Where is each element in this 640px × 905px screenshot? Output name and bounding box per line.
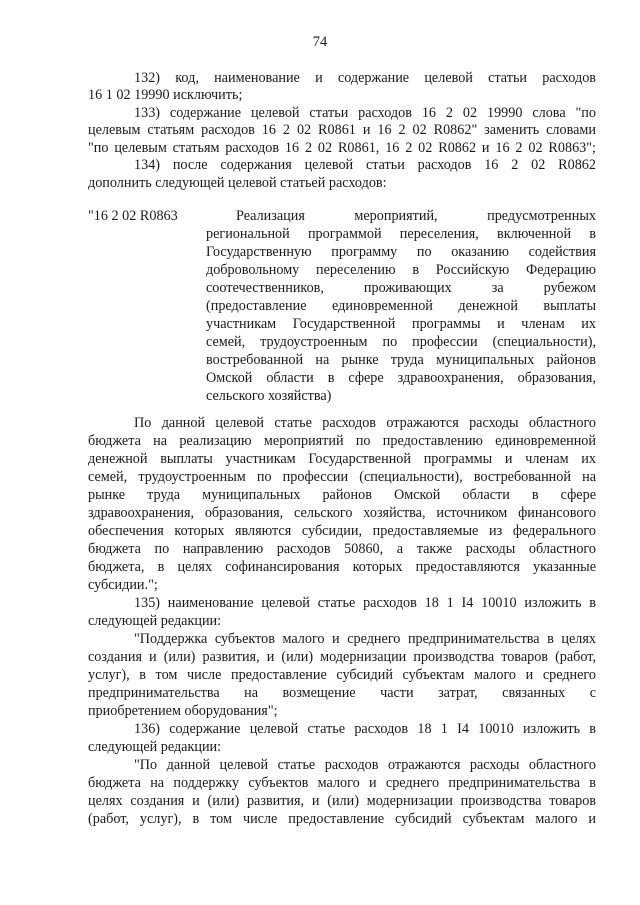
text-line: (работ, услуг), в том числе предоставление субсидий субъектам малого и bbox=[88, 811, 596, 827]
text-line: 135) наименование целевой статье расходов 18 1 I4 10010 изложить в bbox=[134, 595, 596, 611]
text-line: субсидии."; bbox=[88, 577, 158, 593]
description-line: Реализация мероприятий, предусмотренных bbox=[236, 208, 596, 224]
text-line: услуг), в том числе предоставление субсидий субъектам малого и среднего bbox=[88, 667, 596, 683]
description-line: востребованной на рынке труда муниципальных районов bbox=[206, 352, 596, 368]
description-line: участникам Государственной программы и членам их bbox=[206, 316, 596, 332]
text-line: 136) содержание целевой статье расходов 18 1 I4 10010 изложить в bbox=[134, 721, 596, 737]
description-line: семей, трудоустроенным по профессии (специальности), bbox=[206, 334, 596, 350]
text-line: целевым статьям расходов 16 2 02 R0861 и 16 2 02 R0862" заменить словами bbox=[88, 122, 596, 138]
text-line: обеспечения которых являются субсидии, предоставляемые из федерального bbox=[88, 523, 596, 539]
text-line: целях создания и (или) развития, и (или) модернизации производства товаров bbox=[88, 793, 596, 809]
text-line: бюджета, в целях софинансирования которых предоставляются указанные bbox=[88, 559, 596, 575]
text-line: следующей редакции: bbox=[88, 613, 222, 629]
description-line: добровольному переселению в Российскую Федерацию bbox=[206, 262, 596, 278]
description-line: соотечественников, проживающих за рубежом bbox=[206, 280, 596, 296]
description-line: Омской области в сфере здравоохранения, образования, bbox=[206, 370, 596, 386]
text-line: здравоохранения, образования, сельского хозяйства, источником финансового bbox=[88, 505, 596, 521]
page-number: 74 bbox=[312, 34, 328, 50]
description-line: региональной программой переселения, включенной в bbox=[206, 226, 596, 242]
text-line: 16 1 02 19990 исключить; bbox=[88, 87, 243, 103]
text-line: бюджета на реализацию мероприятий по предоставлению единовременной bbox=[88, 433, 596, 449]
text-line: бюджета на поддержку субъектов малого и среднего предпринимательства в bbox=[88, 775, 596, 791]
text-line: предпринимательства на возмещение части затрат, связанных с bbox=[88, 685, 596, 701]
text-line: 133) содержание целевой статьи расходов 16 2 02 19990 слова "по bbox=[134, 105, 596, 121]
text-line: "Поддержка субъектов малого и среднего предпринимательства в целях bbox=[134, 631, 596, 647]
description-line: (предоставление единовременной денежной выплаты bbox=[206, 298, 596, 314]
description-line: сельского хозяйства) bbox=[206, 388, 332, 404]
text-line: "по целевым статьям расходов 16 2 02 R0861, 16 2 02 R0862 и 16 2 02 R0863"; bbox=[88, 140, 596, 156]
text-line: приобретением оборудования"; bbox=[88, 703, 278, 719]
text-line: создания и (или) развития, и (или) модернизации производства товаров (работ, bbox=[88, 649, 596, 665]
text-line: 132) код, наименование и содержание целевой статьи расходов bbox=[134, 70, 596, 86]
text-line: следующей редакции: bbox=[88, 739, 222, 755]
text-line: семей, трудоустроенным по профессии (специальности), востребованной на bbox=[88, 469, 596, 485]
text-line: 134) после содержания целевой статьи расходов 16 2 02 R0862 bbox=[134, 157, 596, 173]
budget-code: "16 2 02 R0863 bbox=[88, 208, 178, 224]
description-line: Государственную программу по оказанию содействия bbox=[206, 244, 596, 260]
text-line: денежной выплаты участникам Государственной программы и членам их bbox=[88, 451, 596, 467]
text-line: дополнить следующей целевой статьей расходов: bbox=[88, 175, 387, 191]
text-line: "По данной целевой статье расходов отражаются расходы областного bbox=[134, 757, 596, 773]
text-line: бюджета по направлению расходов 50860, а также расходы областного bbox=[88, 541, 596, 557]
text-line: По данной целевой статье расходов отражаются расходы областного bbox=[134, 415, 596, 431]
text-line: рынке труда муниципальных районов Омской области в сфере bbox=[88, 487, 596, 503]
